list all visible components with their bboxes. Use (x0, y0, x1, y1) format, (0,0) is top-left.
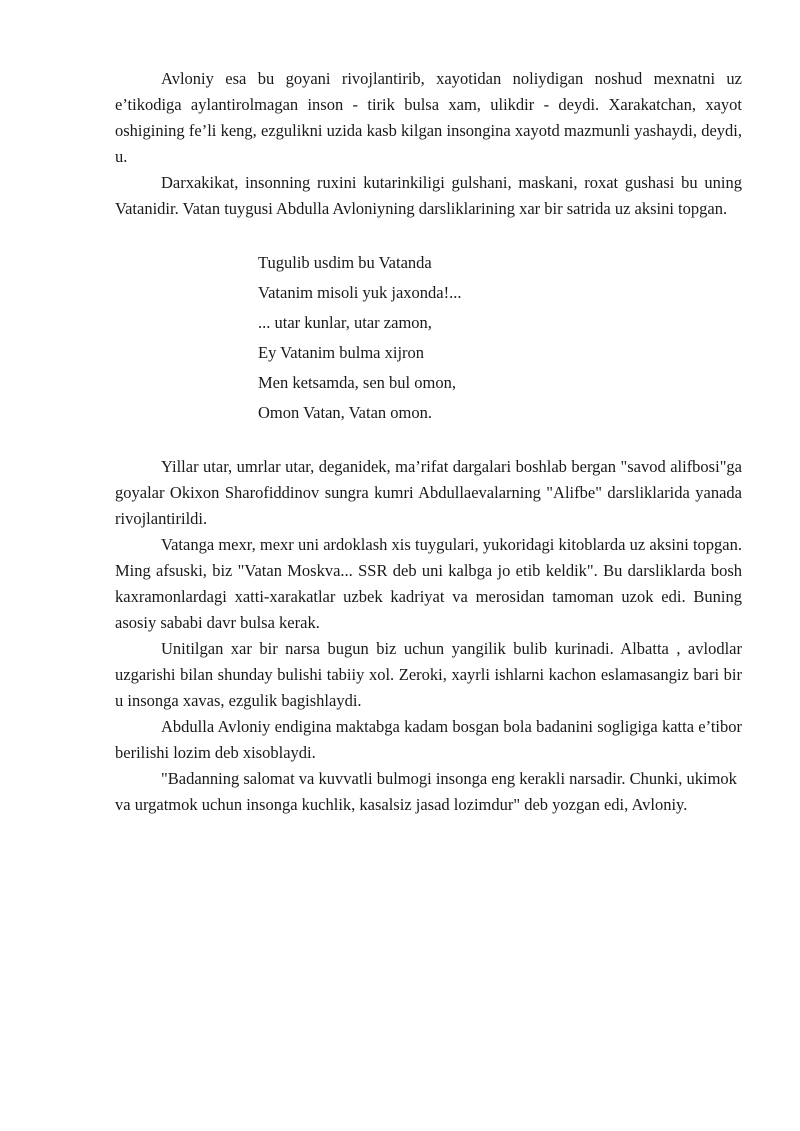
paragraph-1: Avloniy esa bu goyani rivojlantirib, xayotidan noliydigan noshud mexnatni uz e’tikodiga aylantirolmagan inson - tirik bulsa xam, ulikdir - deydi. Xarakatchan, xayot oshigining fe’li keng, ezgulikni uzida kasb kilgan insongina xayotd mazmunli yashaydi, deydi, u. (115, 69, 742, 166)
poem-line-4: Ey Vatanim bulma xijron (258, 343, 425, 362)
paragraph-4: Vatanga mexr, mexr uni ardoklash xis tuygulari, yukoridagi kitoblarda uz aksini topgan. Ming afsuski, biz "Vatan Moskva... SSR deb uni kalbga jo etib keldik". Bu darsliklarda bosh kaxramonlardagi xatti-xarakatlar uzbek kadriyat va merosidan tamoman uzok edi. Buning asosiy sababi davr bulsa kerak. (115, 535, 742, 632)
poem-line-5: Men ketsamda, sen bul omon, (258, 373, 456, 392)
document-page (115, 66, 742, 818)
paragraph-3: Yillar utar, umrlar utar, deganidek, ma’rifat dargalari boshlab bergan "savod alifbosi"ga goyalar Okixon Sharofiddinov sungra kumri Abdullaevalarning "Alifbe" darsliklarida yanada rivojlantirildi. (115, 457, 742, 528)
poem (258, 248, 742, 428)
poem-line-3: ... utar kunlar, utar zamon, (258, 313, 432, 332)
paragraph-7: "Badanning salomat va kuvvatli bulmogi insonga eng kerakli narsadir. Chunki, ukimok va urgatmok uchun insonga kuchlik, kasalsiz jasad lozimdur" deb yozgan edi, Avloniy. (115, 769, 737, 814)
poem-line-2: Vatanim misoli yuk jaxonda!... (258, 283, 462, 302)
paragraph-2: Darxakikat, insonning ruxini kutarinkiligi gulshani, maskani, roxat gushasi bu uning Vatanidir. Vatan tuygusi Abdulla Avloniyning darsliklarining xar bir satrida uz aksini topgan. (115, 173, 742, 218)
paragraph-5: Unitilgan xar bir narsa bugun biz uchun yangilik bulib kurinadi. Albatta , avlodlar uzgarishi bilan shunday bulishi tabiiy xol. Zeroki, xayrli ishlarni kachon eslamasangiz bari bir u insonga xavas, ezgulik bagishlaydi. (115, 639, 742, 710)
paragraph-6: Abdulla Avloniy endigina maktabga kadam bosgan bola badanini sogligiga katta e’tibor berilishi lozim deb xisoblaydi. (115, 717, 742, 762)
poem-line-6: Omon Vatan, Vatan omon. (258, 403, 432, 422)
poem-line-1: Tugulib usdim bu Vatanda (258, 253, 432, 272)
